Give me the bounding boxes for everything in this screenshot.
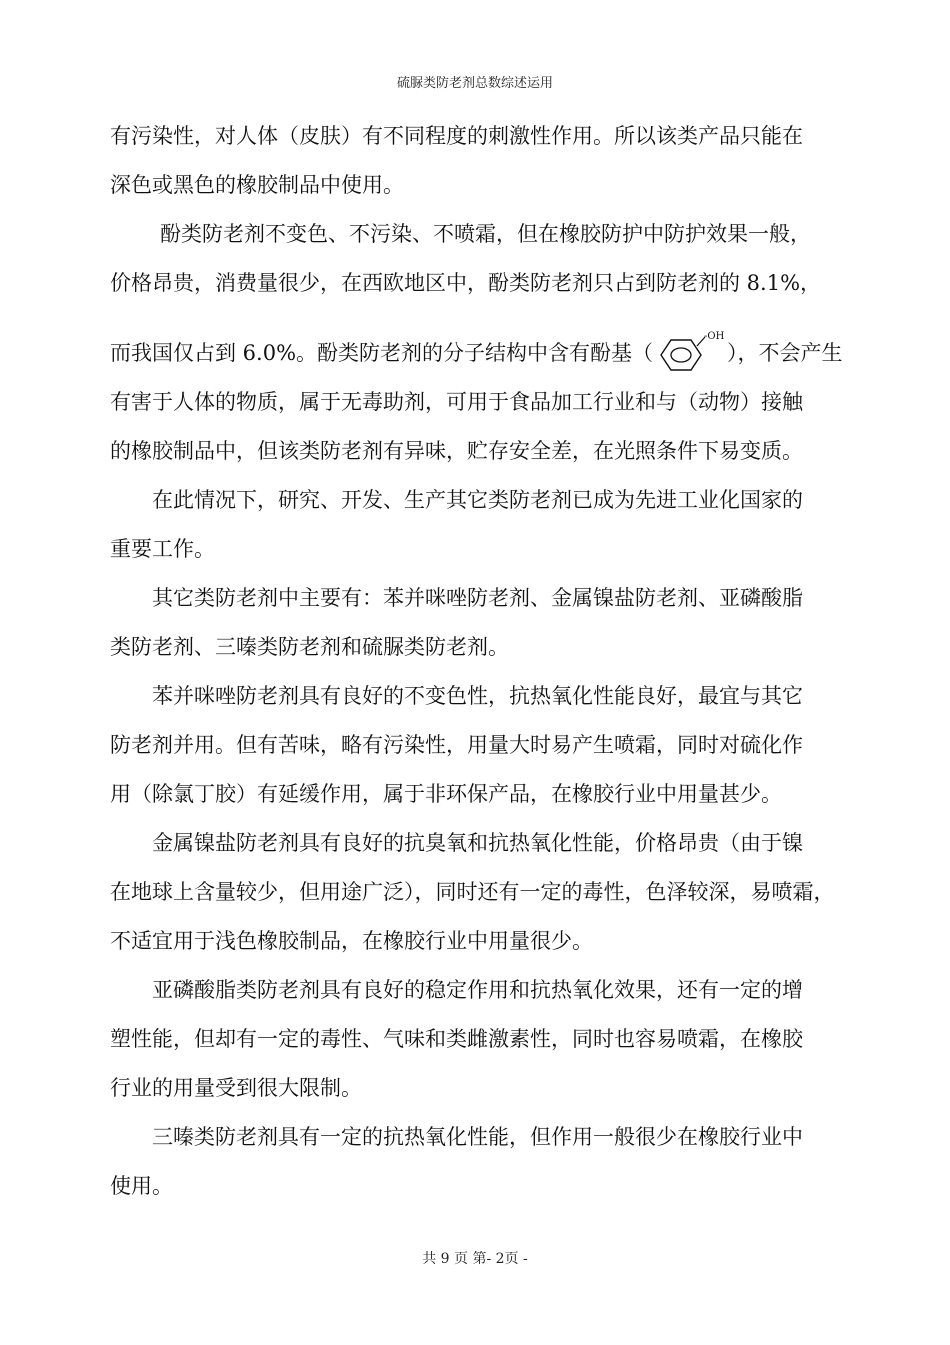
paragraph-line: 塑性能，但却有一定的毒性、气味和类雌激素性，同时也容易喷霜，在橡胶 [110,1027,803,1051]
paragraph-line: 其它类防老剂中主要有：苯并咪唑防老剂、金属镍盐防老剂、亚磷酸脂 [152,586,803,610]
hydroxyl-label: -OH [704,331,725,342]
paragraph-line: 类防老剂、三嗪类防老剂和硫脲类防老剂。 [110,635,509,659]
formula-sentence [110,328,843,378]
paragraph-line: 三嗪类防老剂具有一定的抗热氧化性能，但作用一般很少在橡胶行业中 [152,1125,803,1149]
formula-text-before: 而我国仅占到 6.0%。酚类防老剂的分子结构中含有酚基（ [110,341,654,365]
paragraph-line: 价格昂贵，消费量很少，在西欧地区中，酚类防老剂只占到防老剂的 8.1%， [110,271,822,295]
running-header: 硫脲类防老剂总数综述运用 [396,76,553,91]
paragraph-line: 有污染性，对人体（皮肤）有不同程度的刺激性作用。所以该类产品只能在 [110,124,803,148]
paragraph-line: 酚类防老剂不变色、不污染、不喷霜，但在橡胶防护中防护效果一般， [160,222,811,246]
paragraph-line: 用（除氯丁胶）有延缓作用，属于非环保产品，在橡胶行业中用量甚少。 [110,782,782,806]
paragraph-line: 行业的用量受到很大限制。 [110,1076,362,1100]
paragraph-line: 金属镍盐防老剂具有良好的抗臭氧和抗热氧化性能，价格昂贵（由于镍 [152,831,803,855]
paragraph-line: 不适宜用于浅色橡胶制品，在橡胶行业中用量很少。 [110,929,593,953]
paragraph-line: 有害于人体的物质，属于无毒助剂，可用于食品加工行业和与（动物）接触 [110,390,803,414]
paragraph-line: 防老剂并用。但有苦味，略有污染性，用量大时易产生喷霜，同时对硫化作 [110,733,803,757]
paragraph-line-with-formula [110,308,850,378]
page-footer: 共 9 页 第- 2页 - [422,1251,528,1267]
paragraph-line: 深色或黑色的橡胶制品中使用。 [110,173,404,197]
paragraph-line: 重要工作。 [110,537,215,561]
paragraph-line: 在此情况下，研究、开发、生产其它类防老剂已成为先进工业化国家的 [152,488,803,512]
phenol-structure-icon [655,328,725,378]
paragraph-line: 使用。 [110,1174,173,1198]
paragraph-line: 苯并咪唑防老剂具有良好的不变色性，抗热氧化性能良好，最宜与其它 [152,684,803,708]
document-body [110,112,850,1211]
formula-text-after: ），不会产生 [727,341,843,365]
paragraph-line: 亚磷酸脂类防老剂具有良好的稳定作用和抗热氧化效果，还有一定的增 [152,978,803,1002]
paragraph-line: 在地球上含量较少，但用途广泛），同时还有一定的毒性，色泽较深，易喷霜， [110,880,835,904]
paragraph-line: 的橡胶制品中，但该类防老剂有异味，贮存安全差，在光照条件下易变质。 [110,439,803,463]
